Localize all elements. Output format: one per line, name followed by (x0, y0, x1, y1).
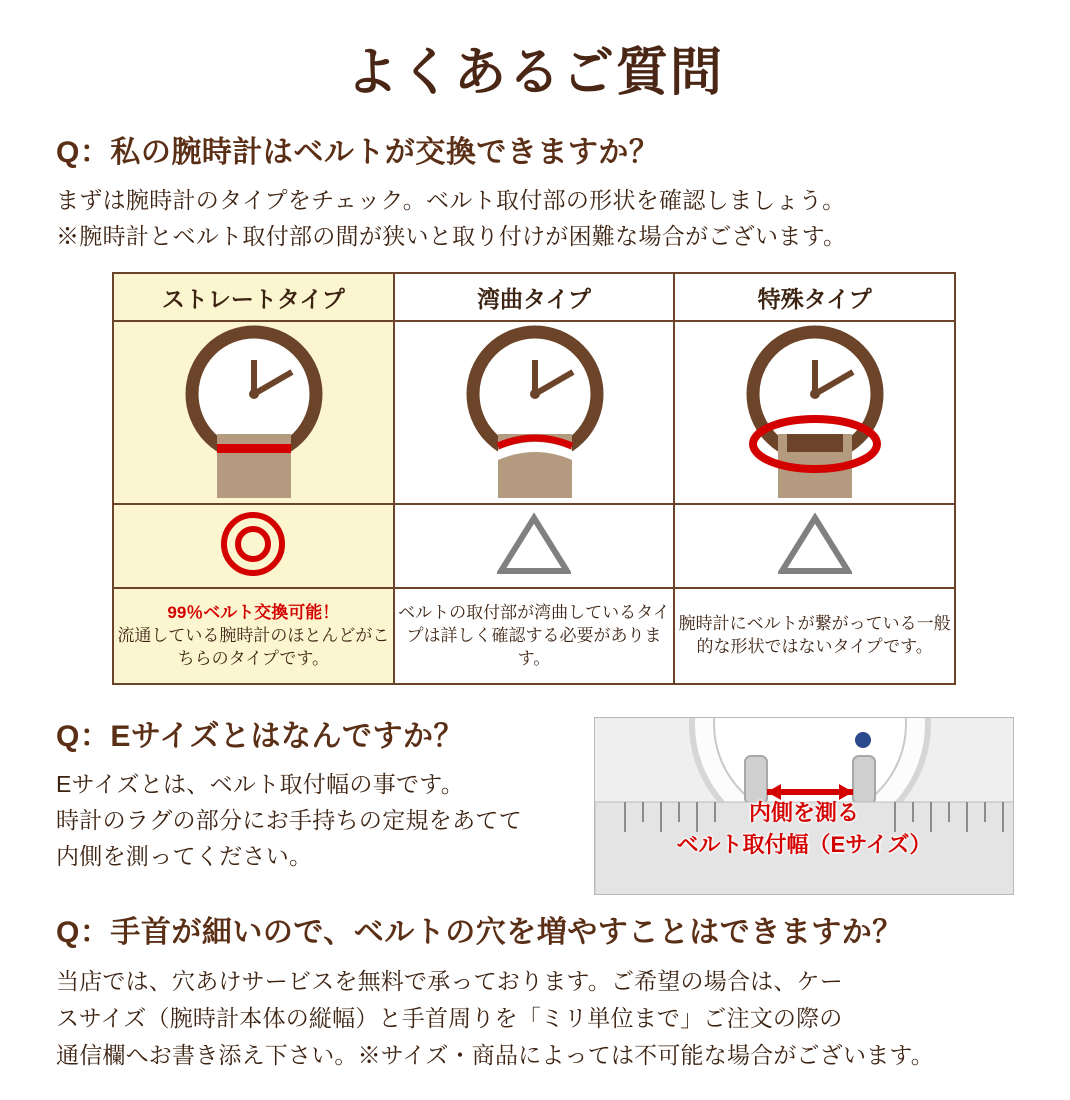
question-2-heading: Q：Eサイズとはなんですか？ (56, 720, 464, 754)
faq-page (0, 30, 1070, 1100)
note-straight-emphasis: 99％ベルト交換可能！ (167, 602, 340, 622)
table-mark-row (113, 504, 955, 588)
note-curved (394, 588, 675, 684)
question-3-body-line3: 通信欄へお書き添え下さい。※サイズ・商品によっては不可能な場合がございます。 (56, 1041, 934, 1068)
note-curved-text: ベルトの取付部が湾曲しているタイプは詳しく確認する必要があります。 (398, 602, 670, 668)
watch-straight-icon (114, 322, 394, 498)
table-header-special: 特殊タイプ (674, 273, 955, 321)
page-title: よくあるご質問 (345, 44, 724, 102)
triangle-icon (778, 511, 852, 577)
question-3-body (56, 963, 1014, 1073)
question-1-heading: Q：私の腕時計はベルトが交換できますか？ (56, 136, 660, 169)
question-2-body-line2: 時計のラグの部分にお手持ちの定規をあてて (56, 806, 522, 833)
question-1-body (56, 183, 1014, 254)
table-header-curved: 湾曲タイプ (394, 273, 675, 321)
note-straight (113, 588, 394, 684)
triangle-icon (497, 511, 571, 577)
question-2-body-line3: 内側を測ってください。 (56, 842, 313, 869)
photo-caption-2: ベルト取付幅（Eサイズ） (676, 832, 932, 858)
watch-type-table (112, 272, 956, 685)
question-1-body-line1: まずは腕時計のタイプをチェック。ベルト取付部の形状を確認しましょう。 (56, 187, 846, 213)
table-note-row (113, 588, 955, 684)
table-header-straight: ストレートタイプ (113, 273, 394, 321)
question-2-text-column (56, 711, 576, 892)
question-3-heading: Q：手首が細いので、ベルトの穴を増やすことはできますか？ (56, 916, 903, 950)
note-special-text: 腕時計にベルトが繋がっている一般的な形状ではないタイプです。 (678, 614, 951, 657)
question-2-body-line1: Eサイズとは、ベルト取付幅の事です。 (56, 771, 465, 798)
watch-illustration-straight (113, 321, 394, 504)
watch-illustration-special (674, 321, 955, 504)
question-2-body (56, 767, 576, 874)
photo-caption-1: 内側を測る (748, 800, 859, 826)
mark-special (674, 504, 955, 588)
question-3-body-line1: 当店では、穴あけサービスを無料で承っております。ご希望の場合は、ケー (56, 968, 843, 995)
question-1-body-line2: ※腕時計とベルト取付部の間が狭いと取り付けが困難な場合がございます。 (56, 222, 847, 249)
question-3-body-line2: スサイズ（腕時計本体の縦幅）と手首周りを「ミリ単位まで」ご注文の際の (56, 1005, 843, 1032)
watch-curved-icon (395, 322, 675, 498)
watch-special-icon (675, 322, 955, 498)
note-straight-text: 流通している腕時計のほとんどがこちらのタイプです。 (117, 625, 390, 668)
table-header-row (113, 273, 955, 321)
question-2-section (56, 711, 1014, 895)
mark-curved (394, 504, 675, 588)
watch-illustration-curved (394, 321, 675, 504)
double-circle-icon (218, 509, 288, 579)
note-special (674, 588, 955, 684)
mark-straight (113, 504, 394, 588)
table-illustration-row (113, 321, 955, 504)
e-size-photo (594, 717, 1014, 895)
